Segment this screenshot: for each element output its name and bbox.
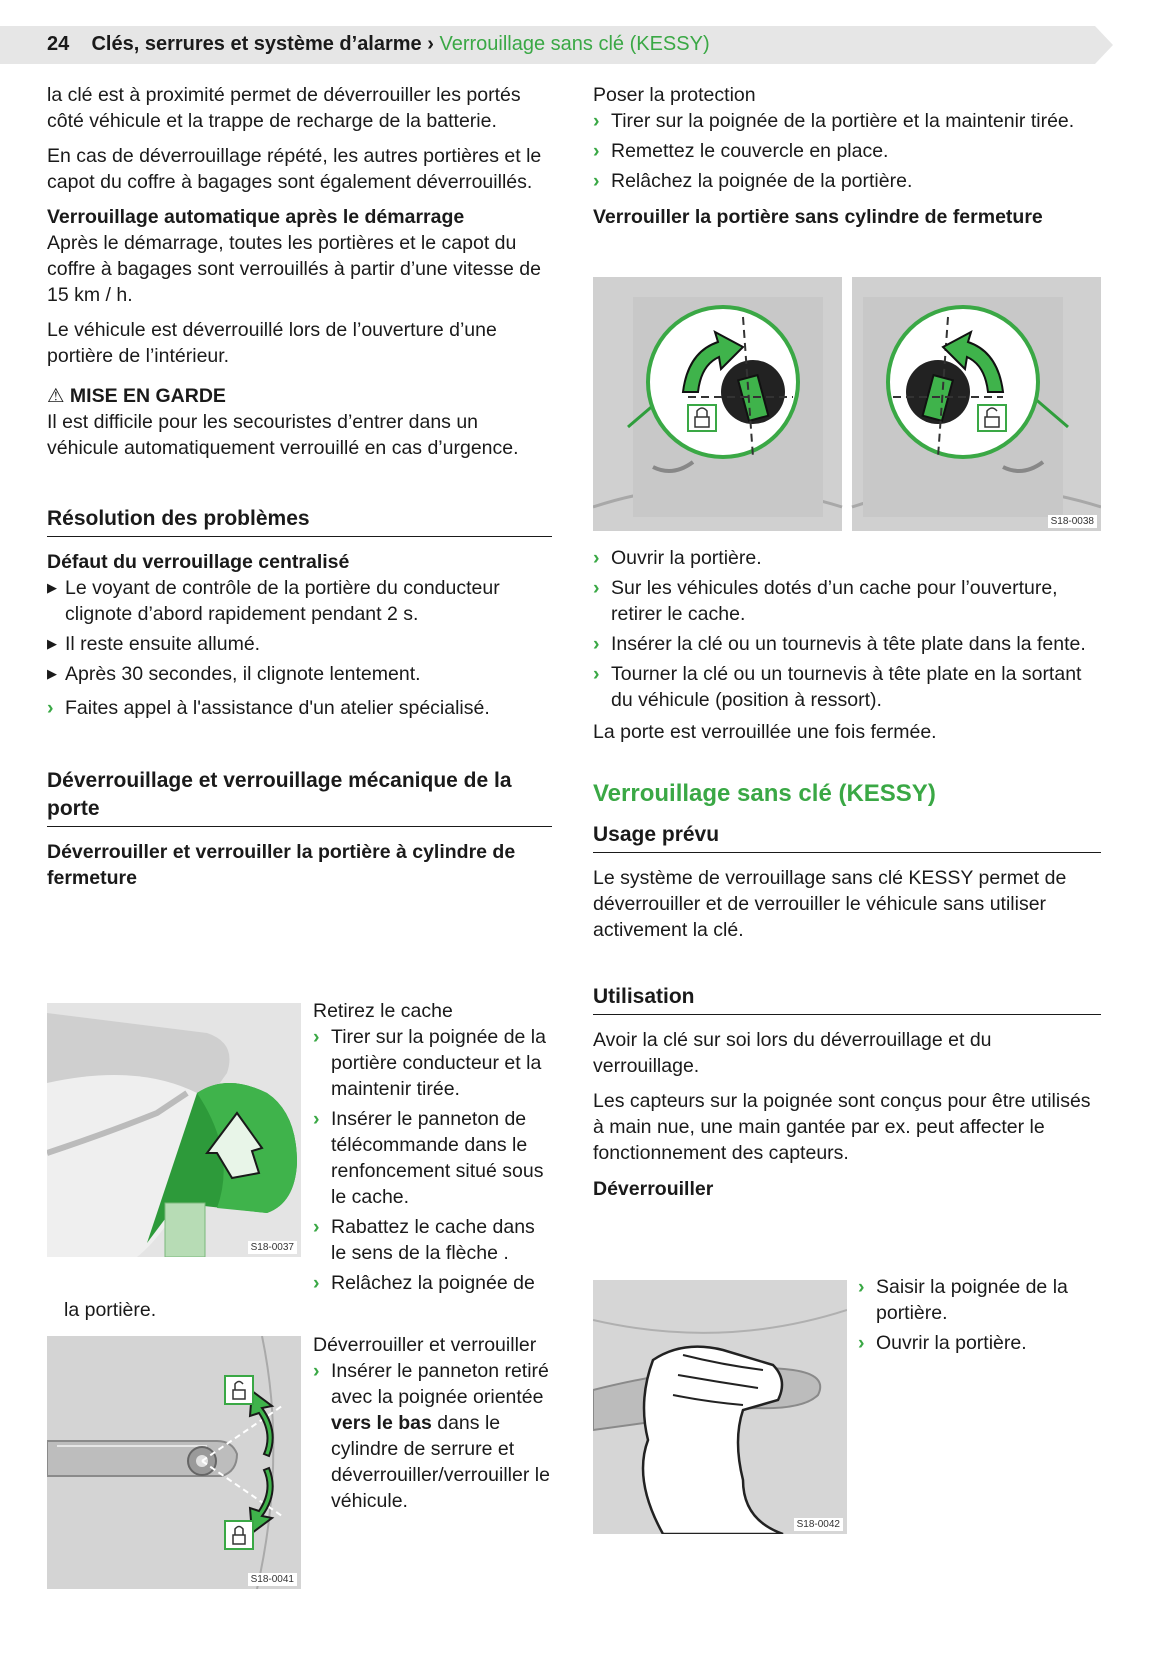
page-number: 24 (47, 33, 70, 55)
no-cyl-result: La porte est verrouillée une fois fermée. (593, 721, 937, 743)
chevron-icon: › (593, 170, 600, 192)
fault-item-text: Le voyant de contrôle de la portière du conducteur clignote d’abord rapidement pendant 2 s. (65, 577, 500, 625)
kessy-heading: Verrouillage sans clé (KESSY) (593, 780, 936, 807)
unlock-title: Déverrouiller (593, 1178, 714, 1200)
figure-hand-on-handle (593, 1280, 847, 1534)
no-cyl-step (593, 545, 1101, 571)
remove-step (313, 1214, 553, 1266)
chevron-icon: › (313, 1216, 320, 1238)
cylinder-title: Déverrouiller et verrouiller la portière à cylindre de fermeture (47, 841, 516, 889)
figure-label: S18-0041 (248, 1573, 297, 1586)
figure-latch-lock (593, 277, 1101, 531)
no-cyl-step (593, 631, 1101, 657)
use-heading: Utilisation (593, 983, 1101, 1015)
lock-unlock-title: Déverrouiller et verrouiller (313, 1334, 537, 1356)
protect-step-text: Tirer sur la poignée de la portière et la maintenir tirée. (611, 110, 1075, 132)
warning-text: Il est difficile pour les secouristes d’entrer dans un véhicule automatiquement verrouillé en cas d’urgence. (47, 411, 519, 459)
repeat-unlock-paragraph: En cas de déverrouillage répété, les autres portières et le capot du coffre à bagages sont également déverrouillés. (47, 145, 542, 193)
unlock-step (858, 1274, 1103, 1326)
fault-title: Défaut du verrouillage centralisé (47, 551, 350, 573)
chevron-icon: › (593, 547, 600, 569)
chevron-icon: › (313, 1272, 320, 1294)
fault-action-text: Faites appel à l'assistance d'un atelier spécialisé. (65, 697, 490, 719)
warning-title: MISE EN GARDE (69, 385, 226, 407)
handle-cover-illustration (47, 1003, 301, 1257)
use-paragraph-2: Les capteurs sur la poignée sont conçus pour être utilisés à main nue, une main gantée par ex. peut affecter le fonctionnement des capteurs. (593, 1090, 1091, 1164)
chevron-icon: › (47, 697, 54, 719)
chevron-icon: › (858, 1332, 865, 1354)
protect-step-text: Relâchez la poignée de la portière. (611, 170, 913, 192)
chevron-icon: › (593, 663, 600, 685)
protect-step-text: Remettez le couvercle en place. (611, 140, 889, 162)
fault-item (47, 631, 552, 657)
remove-step-text: Insérer le panneton de télécommande dans le renfoncement situé sous le cache. (331, 1108, 544, 1208)
lock-step-text-b: dans le cylindre de serrure et déverrouiller/verrouiller le véhicule. (331, 1412, 550, 1512)
remove-step-tail: la portière. (64, 1299, 157, 1321)
figure-lock-cylinder (47, 1336, 301, 1589)
usage-heading: Usage prévu (593, 821, 1101, 853)
no-cyl-step-text: Sur les véhicules dotés d’un cache pour l’ouverture, retirer le cache. (611, 577, 1058, 625)
remove-step (313, 1024, 553, 1102)
remove-step-text: Rabattez le cache dans le sens de la flèche . (331, 1216, 535, 1264)
troubleshoot-heading: Résolution des problèmes (47, 505, 552, 537)
use-paragraph-1: Avoir la clé sur soi lors du déverrouillage et du verrouillage. (593, 1029, 992, 1077)
latch-panel-left (593, 277, 842, 531)
lock-step-bold: vers le bas (331, 1412, 432, 1434)
chapter-title: Clés, serrures et système d’alarme (91, 33, 422, 55)
auto-lock-text: Après le démarrage, toutes les portières et le capot du coffre à bagages sont verrouillés à partir d’une vitesse de 15 km / h. (47, 232, 541, 306)
chevron-icon: › (593, 140, 600, 162)
header-separator: › (427, 33, 434, 55)
right-column-top (593, 82, 1101, 230)
hand-handle-illustration (593, 1280, 847, 1534)
fault-action (47, 695, 552, 721)
unlock-step (858, 1330, 1103, 1356)
no-cyl-step-text: Insérer la clé ou un tournevis à tête plate dans la fente. (611, 633, 1086, 655)
fault-item-text: Après 30 secondes, il clignote lentement. (65, 663, 421, 685)
header-text (47, 33, 710, 56)
remove-step (313, 1106, 553, 1210)
figure-label: S18-0042 (794, 1518, 843, 1531)
unlock-step-text: Saisir la poignée de la portière. (876, 1276, 1068, 1324)
protect-title: Poser la protection (593, 84, 756, 106)
chevron-icon: › (593, 110, 600, 132)
lock-step (313, 1358, 553, 1514)
warning-title-row (47, 383, 552, 409)
protect-step (593, 108, 1101, 134)
chevron-icon: › (313, 1360, 320, 1382)
remove-cover-title: Retirez le cache (313, 1000, 453, 1022)
chevron-icon: › (313, 1026, 320, 1048)
remove-step (313, 1270, 553, 1296)
left-column (47, 82, 552, 891)
remove-cover-block (313, 998, 553, 1300)
no-cyl-step (593, 575, 1101, 627)
latch-illustration (593, 277, 1101, 531)
fault-item-text: Il reste ensuite allumé. (65, 633, 261, 655)
chevron-icon: › (593, 577, 600, 599)
triangle-icon: ▶ (47, 580, 57, 595)
no-cylinder-title: Verrouiller la portière sans cylindre de fermeture (593, 206, 1043, 228)
protect-step (593, 138, 1101, 164)
remove-step-text: Tirer sur la poignée de la portière conducteur et la maintenir tirée. (331, 1026, 546, 1100)
chevron-icon: › (858, 1276, 865, 1298)
triangle-icon: ▶ (47, 636, 57, 651)
protect-step (593, 168, 1101, 194)
chevron-icon: › (593, 633, 600, 655)
fault-item (47, 575, 552, 627)
figure-label: S18-0038 (1048, 515, 1097, 528)
latch-panel-right (852, 277, 1101, 531)
unlock-steps (858, 1274, 1103, 1360)
unlock-step-text: Ouvrir la portière. (876, 1332, 1027, 1354)
chevron-icon: › (313, 1108, 320, 1130)
no-cyl-step-text: Tourner la clé ou un tournevis à tête plate en la sortant du véhicule (position à ressort). (611, 663, 1082, 711)
section-title: Verrouillage sans clé (KESSY) (439, 33, 710, 55)
no-cyl-step (593, 661, 1101, 713)
warning-icon: ⚠ (47, 385, 65, 407)
right-column-middle (593, 545, 1101, 1202)
figure-cover-removal (47, 1003, 301, 1257)
figure-label: S18-0037 (248, 1241, 297, 1254)
auto-lock-title: Verrouillage automatique après le démarrage (47, 206, 465, 228)
unlock-text: Le véhicule est déverrouillé lors de l’ouverture d’une portière de l’intérieur. (47, 319, 497, 367)
lock-unlock-block (313, 1332, 553, 1518)
lock-step-text-a: Insérer le panneton retiré avec la poignée orientée (331, 1360, 549, 1408)
fault-item (47, 661, 552, 687)
remove-step-text: Relâchez la poignée de (331, 1272, 535, 1294)
mechanical-heading: Déverrouillage et verrouillage mécanique de la porte (47, 767, 552, 827)
intro-paragraph: la clé est à proximité permet de déverrouiller les portés côté véhicule et la trappe de recharge de la batterie. (47, 84, 521, 132)
usage-text: Le système de verrouillage sans clé KESSY permet de déverrouiller et de verrouiller le véhicule sans utiliser activement la clé. (593, 867, 1067, 941)
lock-cylinder-illustration (47, 1336, 301, 1589)
no-cyl-step-text: Ouvrir la portière. (611, 547, 762, 569)
header-arrow (1095, 26, 1113, 64)
triangle-icon: ▶ (47, 666, 57, 681)
